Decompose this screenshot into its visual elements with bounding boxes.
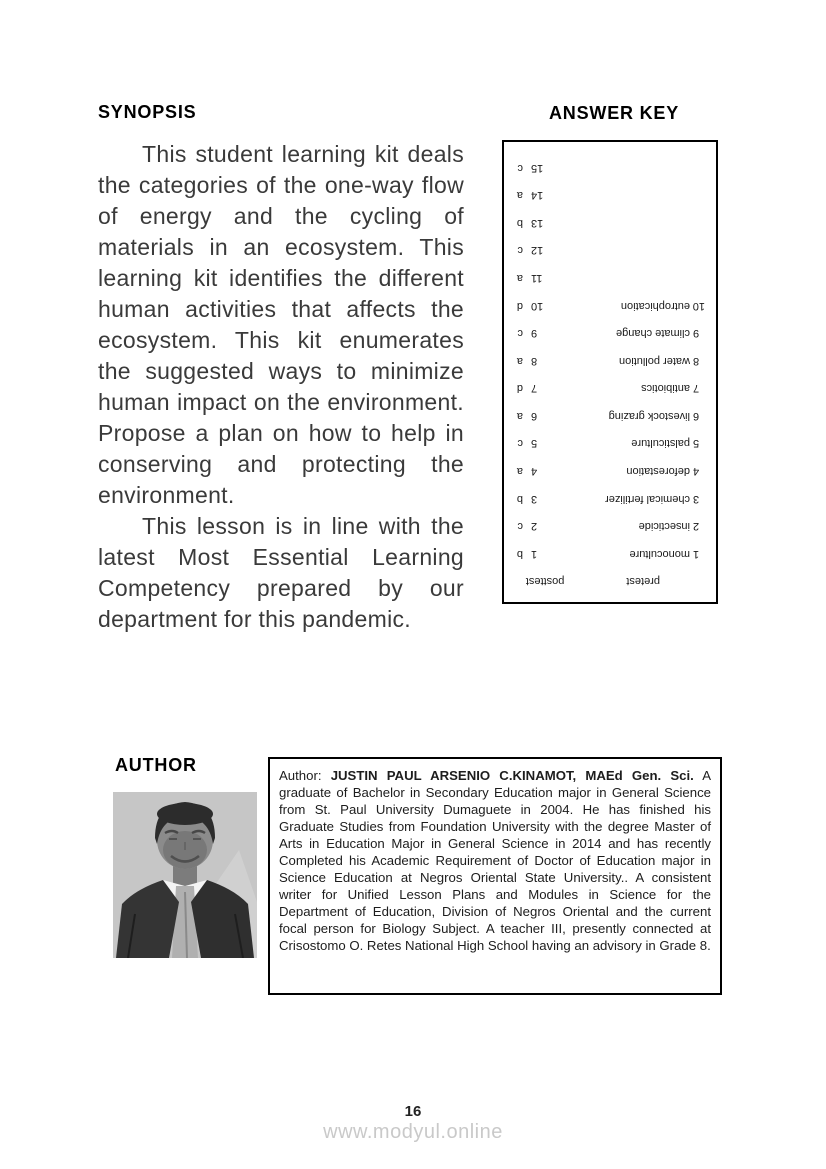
author-heading: AUTHOR (115, 755, 197, 775)
posttest-answer: b (516, 492, 523, 505)
posttest-answer: a (516, 189, 523, 202)
posttest-answer: c (517, 437, 523, 450)
posttest-answer: a (516, 409, 523, 422)
answer-key-row-2 (514, 512, 705, 540)
posttest-number: 9 (531, 327, 538, 340)
pretest-number: 3 (693, 492, 700, 505)
posttest-number: 13 (531, 216, 544, 229)
pretest-column-header: pretest (626, 575, 660, 588)
answer-key-table-rotated-180 (504, 142, 716, 602)
posttest-answer: c (517, 327, 523, 340)
posttest-answer: d (516, 299, 523, 312)
posttest-answer: d (516, 382, 523, 395)
answer-key-row-3 (514, 485, 705, 513)
posttest-answer: c (517, 161, 523, 174)
synopsis-paragraph-2: This lesson is in line with the latest Most Essential Learning Competency prepared by our department for this pandemic. (98, 513, 464, 632)
pretest-answer: insecticide (638, 520, 690, 533)
posttest-number: 10 (531, 299, 544, 312)
synopsis-text (98, 139, 464, 635)
watermark-text: www.modyul.online (323, 1121, 503, 1143)
pretest-number: 2 (693, 520, 700, 533)
pretest-number: 5 (693, 437, 700, 450)
pretest-number: 6 (693, 409, 700, 422)
posttest-answer: c (517, 520, 523, 533)
answer-key-row-10 (514, 292, 705, 320)
answer-key-box (502, 140, 718, 604)
page-number: 16 (404, 1103, 422, 1120)
answer-key-row-1 (514, 540, 705, 568)
posttest-number: 12 (531, 244, 544, 257)
pretest-answer: livestock grazing (608, 409, 690, 422)
answer-key-row-15 (514, 154, 705, 182)
synopsis-heading: SYNOPSIS (98, 102, 197, 122)
pretest-answer: palsticulture (631, 437, 690, 450)
answer-key-row-12 (514, 237, 705, 265)
answer-key-row-6 (514, 402, 705, 430)
answer-key-row-8 (514, 347, 705, 375)
author-portrait-image (113, 792, 257, 958)
pretest-answer: deforestation (626, 464, 690, 477)
posttest-number: 14 (531, 189, 544, 202)
posttest-number: 2 (531, 520, 538, 533)
posttest-answer: a (516, 272, 523, 285)
answer-key-heading: ANSWER KEY (549, 103, 680, 123)
author-bio-box (268, 757, 722, 995)
pretest-number: 10 (692, 299, 705, 312)
answer-key-row-7 (514, 375, 705, 403)
pretest-number: 8 (693, 354, 700, 367)
pretest-answer: chemical fertilizer (605, 492, 690, 505)
pretest-answer: monoculture (629, 547, 690, 560)
answer-key-row-4 (514, 457, 705, 485)
posttest-number: 8 (531, 354, 538, 367)
pretest-answer: eutrophication (620, 299, 690, 312)
posttest-answer: c (517, 244, 523, 257)
pretest-answer: climate change (616, 327, 690, 340)
posttest-number: 6 (531, 409, 538, 422)
author-photo (113, 792, 257, 958)
posttest-answer: b (516, 216, 523, 229)
pretest-answer: antibiotics (641, 382, 690, 395)
posttest-number: 4 (531, 464, 538, 477)
bio-label: Author: (279, 768, 322, 783)
posttest-number: 15 (531, 161, 544, 174)
author-bio-text (279, 767, 711, 954)
posttest-answer: b (516, 547, 523, 560)
author-name: JUSTIN PAUL ARSENIO C.KINAMOT, MAEd Gen. Sci. (330, 768, 694, 783)
answer-key-header-row (514, 567, 705, 595)
posttest-answer: a (516, 354, 523, 367)
bio-body: A graduate of Bachelor in Secondary Education major in General Science from St. Paul University Dumaguete in 2004. He has finished his Graduate Studies from Foundation University with the degree Master of Arts in Education Major in General Science in 2014 and has recently Completed his Academic Requirement of Doctor of Education major in Science Education at Negros Oriental State University.. A consistent writer for Unified Lesson Plans and Modules in Science for the Department of Education, Division of Negros Oriental and the current focal person for Biology Subject. A teacher III, presently connected at Crisostomo O. Retes National High School having an advisory in Grade 8. (279, 768, 711, 953)
synopsis-paragraph-1: This student learning kit deals the categories of the one-way flow of energy and the cycling of materials in an ecosystem. This learning kit identifies the different human activities that affects the ecosystem. This kit enumerates the suggested ways to minimize human impact on the environment. Propose a plan on how to help in conserving and protecting the environment. (98, 141, 464, 508)
answer-key-row-13 (514, 209, 705, 237)
pretest-number: 9 (693, 327, 700, 340)
pretest-answer: water pollution (619, 354, 690, 367)
posttest-column-header: posttest (525, 575, 565, 588)
pretest-number: 7 (693, 382, 700, 395)
posttest-number: 5 (531, 437, 538, 450)
pretest-number: 1 (693, 547, 700, 560)
answer-key-row-5 (514, 430, 705, 458)
posttest-number: 7 (531, 382, 538, 395)
posttest-answer: a (516, 464, 523, 477)
pretest-number: 4 (693, 464, 700, 477)
posttest-number: 1 (531, 547, 538, 560)
posttest-number: 3 (531, 492, 538, 505)
answer-key-row-11 (514, 264, 705, 292)
answer-key-row-14 (514, 182, 705, 210)
answer-key-row-9 (514, 319, 705, 347)
posttest-number: 11 (531, 272, 543, 285)
